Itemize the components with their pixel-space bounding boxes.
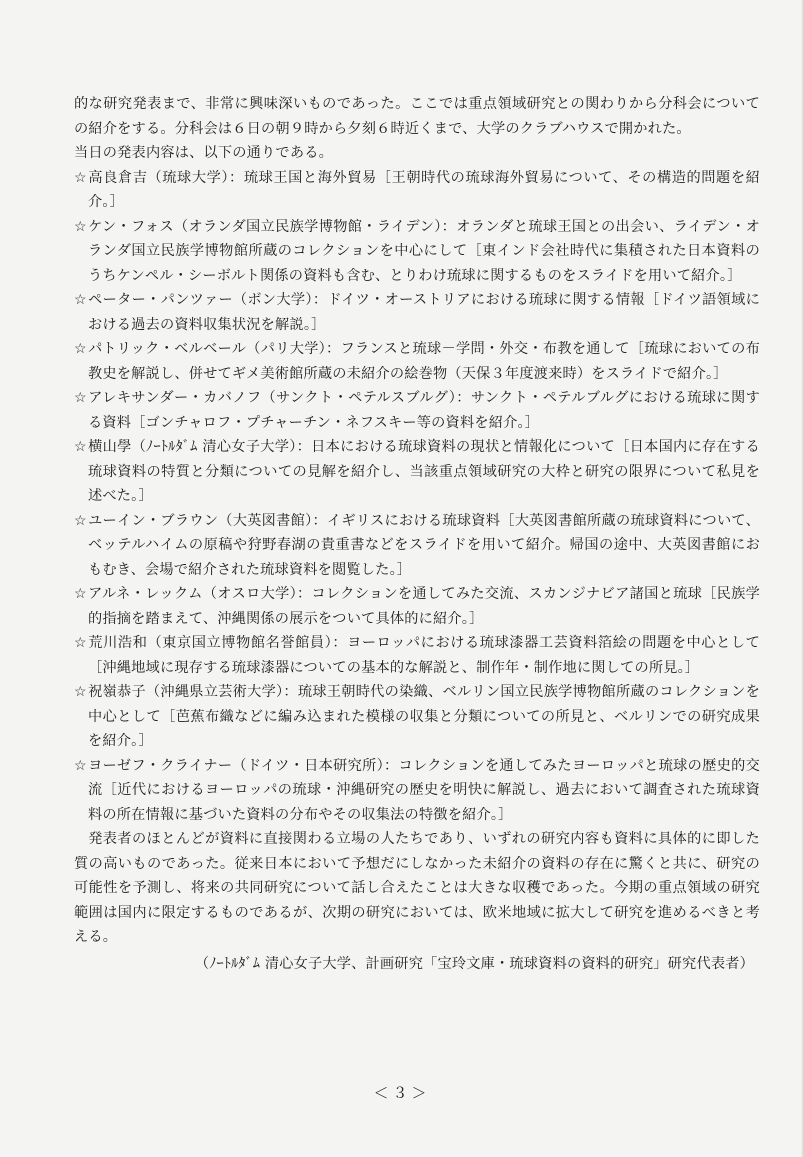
- star-icon: ☆: [74, 390, 87, 406]
- list-item: [74, 680, 760, 754]
- entry-text: 祝嶺恭子（沖縄県立芸術大学）：琉球王朝時代の染織、ベルリン国立民族学博物館所蔵のコレクションを中心として［芭蕉布織などに編み込まれた模様の収集と分類についての所見と、ベルリンでの研究成果を紹介。］: [88, 684, 760, 749]
- entry-text: ヨーゼフ・クライナー（ドイツ・日本研究所）：コレクションを通してみたヨーロッパと琉球の歴史的交流［近代におけるヨーロッパの琉球・沖縄研究の歴史を明快に解説し、過去において調査された琉球資料の所在情報に基づいた資料の分布やその収集法の特徴を紹介。］: [88, 757, 760, 823]
- list-item: [74, 754, 760, 828]
- page-number: ＜３＞: [373, 1084, 431, 1102]
- entry-text: ケン・フォス（オランダ国立民族学博物館・ライデン）：オランダと琉球王国との出会い、ライデン・オランダ国立民族学博物館所蔵のコレクションを中心にして［東インド会社時代に集積された日本資料のうちケンペル・シーボルト関係の資料も含む、とりわけ琉球に関するものをスライドを用いて紹介。］: [88, 218, 760, 284]
- star-icon: ☆: [74, 218, 87, 235]
- entry-text: 横山學（ﾉｰﾄﾙﾀﾞﾑ 清心女子大学）：日本における琉球資料の現状と情報化について［日本国内に存在する琉球資料の特質と分類についての見解を紹介し、当該重点領域研究の大枠と研究の限界について私見を述べた。］: [88, 439, 760, 504]
- list-item: [74, 337, 760, 386]
- entry-text: パトリック・ベルベール（パリ大学）：フランスと琉球－学問・外交・布教を通して［琉球においての布教史を解説し、併せてギメ美術館所蔵の未紹介の絵巻物（天保３年度渡来時）をスライドで紹介。］: [88, 341, 760, 382]
- list-item: [74, 288, 760, 337]
- author-signature: （ﾉｰﾄﾙﾀﾞﾑ 清心女子大学、計画研究「宝玲文庫・琉球資料の資料的研究」研究代表者）: [194, 955, 754, 972]
- presentation-list: [74, 166, 760, 828]
- star-icon: ☆: [74, 684, 87, 700]
- intro-line: 当日の発表内容は、以下の通りである。: [74, 145, 333, 161]
- list-item: [74, 631, 760, 680]
- closing-paragraph: 発表者のほとんどが資料に直接関わる立場の人たちであり、いずれの研究内容も資料に具体的に即した質の高いものであった。従来日本において予想だにしなかった未紹介の資料の存在に驚くと共に、研究の可能性を予測し、将来の共同研究について話し合えたことは大きな収穫であった。今期の重点領域の研究範囲は国内に限定するものであるが、次期の研究においては、欧米地域に拡大して研究を進めるべきと考える。: [74, 831, 760, 945]
- star-icon: ☆: [74, 586, 87, 602]
- entry-text: ペーター・パンツァー（ボン大学）：ドイツ・オーストリアにおける琉球に関する情報［ドイツ語領域における過去の資料収集状況を解説。］: [88, 292, 760, 333]
- list-item: [74, 215, 760, 289]
- star-icon: ☆: [74, 635, 87, 651]
- entry-text: アレキサンダー・カバノフ（サンクト・ペテルスブルグ）：サンクト・ペテルブルグにおける琉球に関する資料［ゴンチャロフ・プチャーチン・ネフスキー等の資料を紹介。］: [88, 390, 760, 431]
- list-item: [74, 509, 760, 583]
- list-item: [74, 435, 760, 509]
- entry-text: アルネ・レックム（オスロ大学）：コレクションを通してみた交流、スカンジナビア諸国と琉球［民族学的指摘を踏まえて、沖縄関係の展示をついて具体的に紹介。］: [88, 586, 760, 627]
- intro-paragraph: 的な研究発表まで、非常に興味深いものであった。ここでは重点領域研究との関わりから分科会についての紹介をする。分科会は６日の朝９時から夕刻６時近くまで、大学のクラブハウスで開かれた。: [74, 96, 760, 137]
- entry-text: 高良倉吉（琉球大学）：琉球王国と海外貿易［王朝時代の琉球海外貿易について、その構造的問題を紹介。］: [88, 169, 760, 210]
- list-item: [74, 386, 760, 435]
- star-icon: ☆: [74, 169, 87, 186]
- star-icon: ☆: [74, 757, 87, 774]
- entry-text: 荒川浩和（東京国立博物館名誉館員）：ヨーロッパにおける琉球漆器工芸資料箔絵の問題を中心として［沖縄地域に現存する琉球漆器についての基本的な解説と、制作年・制作地に関しての所見。］: [88, 635, 760, 676]
- star-icon: ☆: [74, 439, 87, 455]
- star-icon: ☆: [74, 341, 87, 357]
- body-text: [74, 92, 760, 976]
- list-item: [74, 166, 760, 215]
- list-item: [74, 582, 760, 631]
- star-icon: ☆: [74, 512, 87, 529]
- star-icon: ☆: [74, 292, 87, 308]
- entry-text: ユーイン・ブラウン（大英図書館）：イギリスにおける琉球資料［大英図書館所蔵の琉球資料について、ベッテルハイムの原稿や狩野春湖の貴重書などをスライドを用いて紹介。帰国の途中、大英図書館におもむき、会場で紹介された琉球資料を閲覧した。］: [88, 512, 760, 578]
